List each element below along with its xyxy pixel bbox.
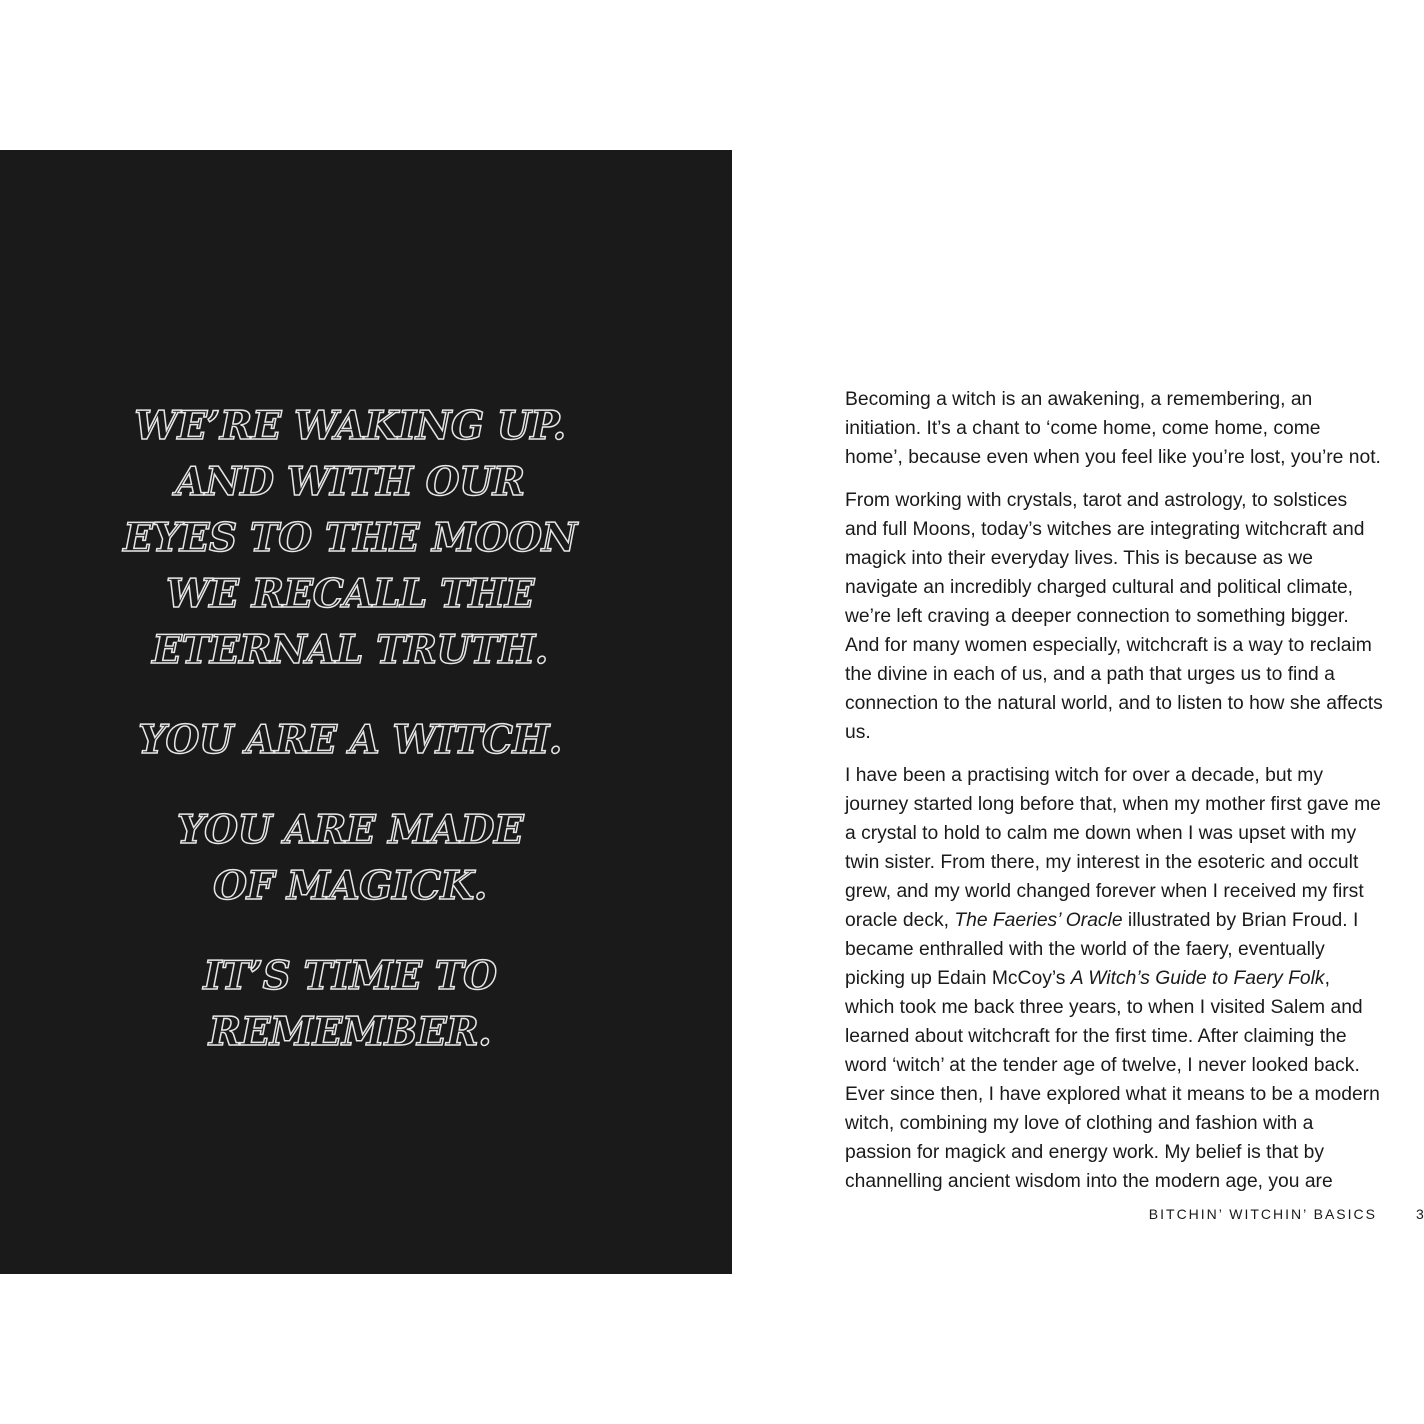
book-title-faeries-oracle: The Faeries’ Oracle <box>954 910 1123 931</box>
quote-block-waking-up: WE’RE WAKING UP. AND WITH OUR EYES TO THE MOON WE RECALL THE ETERNAL TRUTH. <box>123 403 577 673</box>
paragraph-modern-witches: From working with crystals, tarot and astrology, to solstices and full Moons, today’s witches are integrating witchcraft and magick into their everyday lives. This is because as we navigate an incredibly charged cultural and political climate, we’re left craving a deeper connection to something bigger. And for many women especially, witchcraft is a way to reclaim the divine in each of us, and a path that urges us to find a connection to the natural world, and to listen to how she affects us. <box>845 490 1383 743</box>
quote-block-you-are-a-witch: YOU ARE A WITCH. <box>138 717 562 763</box>
paragraph-text-segment: , which took me back three years, to when I visited Salem and learned about witchcraft for the first time. After claiming the word ‘witch’ at the tender age of twelve, I never looked back. Ever since then, I have explored what it means to be a modern witch, combining my love of clothing and fashion with a passion for magick and energy work. My belief is that by channelling ancient wisdom into the modern age, you are <box>845 968 1380 1192</box>
paragraph-awakening: Becoming a witch is an awakening, a remembering, an initiation. It’s a chant to ‘come home, come home, come home’, because even when you feel like you’re lost, you’re not. <box>845 389 1381 468</box>
paragraph-text-segment: I have been a practising witch for over a decade, but my journey started long before that, when my mother first gave me a crystal to hold to calm me down when I was upset with my twin sister. From there, my interest in the esoteric and occult grew, and my world changed forever when I received my first oracle deck, <box>845 765 1381 931</box>
left-page <box>0 150 732 1274</box>
running-footer-title: BITCHIN’ WITCHIN’ BASICS <box>1148 1206 1377 1222</box>
outline-quote <box>0 398 700 1094</box>
quote-block-time-to-remember: IT’S TIME TO REMEMBER. <box>203 953 497 1055</box>
page-number: 3 <box>1416 1206 1424 1222</box>
quote-block-made-of-magick: YOU ARE MADE OF MAGICK. <box>176 807 524 909</box>
right-page <box>732 150 1424 1274</box>
paragraph-personal-journey <box>845 761 1383 1196</box>
paragraph-text-segment: illustrated by Brian Froud. I became enthralled with the world of the faery, eventually picking up Edain McCoy’s <box>845 910 1359 989</box>
body-text <box>845 385 1383 1210</box>
book-title-witchs-guide: A Witch’s Guide to Faery Folk <box>1070 968 1325 989</box>
